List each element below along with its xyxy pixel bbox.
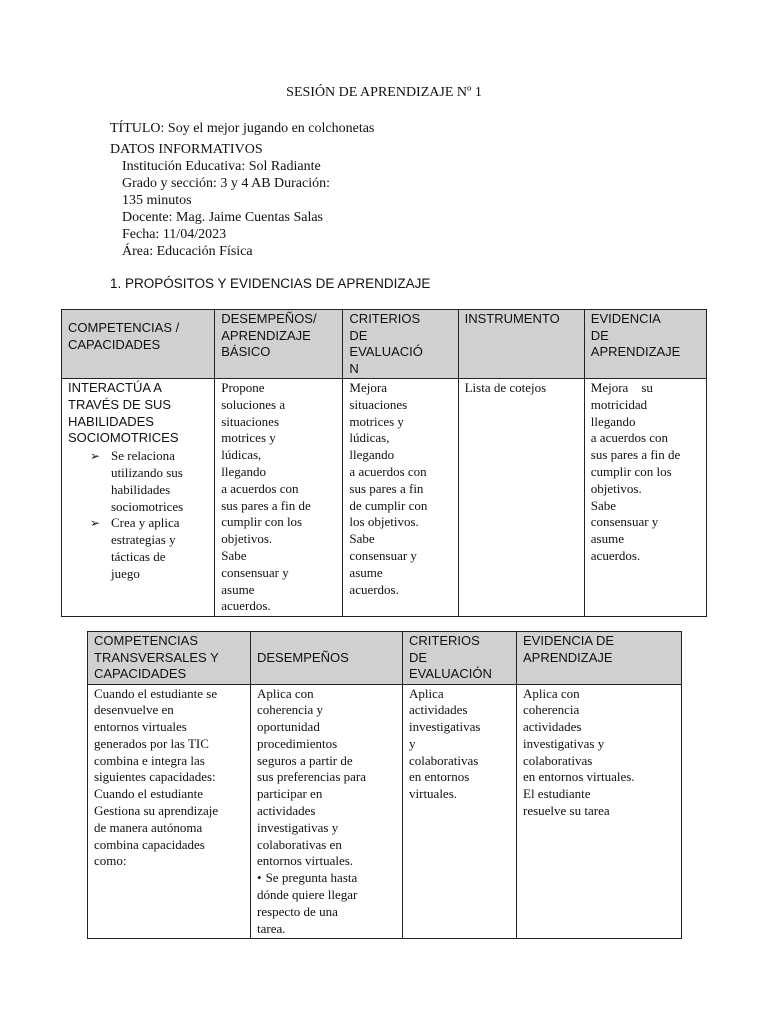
header-line: TRANSVERSALES Y: [94, 649, 219, 665]
desempeno-transversal-cell: [251, 684, 403, 939]
propositos-header-row: [62, 310, 707, 379]
header-competencias-text: COMPETENCIAS / CAPACIDADES: [68, 320, 180, 352]
cell-line: en entornos: [409, 769, 470, 785]
cell-line: cumplir con los: [221, 514, 303, 530]
cell-line: Aplica con: [257, 685, 314, 701]
cell-line: estrategias y: [111, 532, 176, 548]
institucion: Institución Educativa: Sol Radiante: [122, 159, 321, 174]
cell-line: cumplir con los: [590, 463, 672, 479]
transversales-header-row: [88, 632, 682, 685]
header-instrumento-text: INSTRUMENTO: [464, 311, 560, 326]
cell-line: colaborativas: [523, 752, 593, 768]
header-line: CRITERIOS: [409, 633, 480, 648]
cell-line: asume: [349, 564, 383, 580]
cell-line: sus pares a fin de: [590, 447, 681, 463]
cell-line: los objetivos.: [349, 514, 419, 530]
header-desempenos-2-text: DESEMPEÑOS: [257, 650, 349, 665]
header-line: DE: [590, 327, 609, 343]
criterio-text: [343, 379, 457, 599]
cell-line: situaciones: [349, 396, 408, 412]
cell-line: asume: [590, 531, 624, 547]
cell-line: Mejora: [349, 380, 387, 395]
cell-line: objetivos.: [590, 480, 642, 496]
instrumento-cell: [458, 379, 584, 617]
cell-line: virtuales.: [409, 786, 458, 802]
instrumento-text: Lista de cotejos: [464, 380, 547, 395]
evidencia-text: [585, 379, 706, 566]
cell-line: coherencia y: [257, 702, 324, 718]
header-line: EVALUACIÓ: [349, 344, 423, 359]
header-desempenos: [215, 310, 343, 379]
datos-heading: DATOS INFORMATIVOS: [110, 142, 263, 157]
cell-line: llegando: [221, 463, 266, 479]
header-desempenos-2: [251, 632, 403, 685]
header-criterios-text: [343, 310, 457, 378]
cell-line: colaborativas en: [257, 836, 342, 852]
duracion: 135 minutos: [122, 193, 192, 208]
cell-line: acuerdos.: [221, 598, 271, 614]
cell-line: juego: [111, 565, 140, 581]
competencias-transversales-table: [87, 631, 682, 939]
cell-line: Cuando el estudiante se: [94, 685, 218, 701]
cell-line: motrices y: [221, 430, 276, 446]
cell-line: Aplica con: [523, 685, 580, 701]
cell-line: habilidades: [111, 481, 171, 497]
cell-line: coherencia: [523, 702, 580, 718]
docente: Docente: Mag. Jaime Cuentas Salas: [122, 210, 324, 225]
header-evidencia-2: [517, 632, 682, 685]
cell-line: INTERACTÚA A: [68, 380, 162, 395]
propositos-table: [61, 309, 707, 617]
desempeno-transversal-text: [251, 685, 402, 939]
header-evidencia: [584, 310, 706, 379]
header-criterios: [343, 310, 458, 379]
cell-line: combina e integra las: [94, 752, 205, 768]
header-criterios-2: [403, 632, 517, 685]
capacidades-list: [62, 448, 214, 582]
header-line: DE: [349, 327, 368, 343]
cell-line: objetivos.: [221, 531, 273, 547]
cell-line: combina capacidades: [94, 836, 205, 852]
cell-line: Se relaciona: [111, 448, 175, 464]
cell-line: respecto de una: [257, 903, 338, 919]
list-item: [66, 515, 210, 582]
cell-line: Mejora su: [590, 380, 653, 395]
header-line: CRITERIOS: [349, 311, 421, 326]
session-title: SESIÓN DE APRENDIZAJE Nº 1: [286, 85, 482, 100]
arrow-bullet-icon: ➢: [90, 516, 101, 531]
cell-line: SOCIOMOTRICES: [68, 430, 179, 446]
cell-line: Propone: [221, 380, 265, 395]
header-line: DESEMPEÑOS/: [221, 311, 317, 326]
fecha: Fecha: 11/04/2023: [122, 227, 227, 242]
cell-line: resuelve su tarea: [523, 803, 610, 819]
header-competencias-transversales: [88, 632, 251, 685]
header-line: BÁSICO: [221, 344, 271, 359]
header-line: EVALUACIÓN: [409, 666, 492, 681]
cell-line: como:: [94, 853, 127, 869]
bullet-icon: •: [257, 870, 262, 886]
header-criterios-2-text: [403, 632, 516, 684]
cell-line: situaciones: [221, 413, 279, 429]
header-instrumento: [458, 310, 584, 379]
cell-line: participar en: [257, 786, 323, 802]
evidencia-cell: [584, 379, 706, 617]
header-line: EVIDENCIA DE: [523, 633, 615, 648]
cell-line: tácticas de: [111, 548, 166, 564]
cell-line: TRAVÉS DE SUS: [68, 396, 172, 412]
cell-line: llegando: [590, 413, 636, 429]
cell-line: de cumplir con: [349, 497, 428, 513]
header-line: APRENDIZAJE: [221, 327, 311, 343]
header-line: APRENDIZAJE: [590, 344, 681, 359]
cell-line: dónde quiere llegar: [257, 887, 358, 903]
cell-line: a acuerdos con: [221, 480, 299, 496]
cell-line: soluciones a: [221, 396, 286, 412]
cell-line: oportunidad: [257, 719, 320, 735]
evidencia-transversal-cell: [517, 684, 682, 939]
cell-line: Sabe: [349, 531, 375, 547]
table-row: [88, 684, 682, 939]
cell-line: Se pregunta hasta: [265, 870, 358, 886]
criterio-cell: [343, 379, 458, 617]
cell-line: procedimientos: [257, 735, 338, 751]
cell-line: consensuar y: [590, 514, 659, 530]
arrow-bullet-icon: ➢: [90, 449, 101, 464]
lesson-title: TÍTULO: Soy el mejor jugando en colchonetas: [110, 121, 375, 136]
cell-line: investigativas y: [257, 819, 339, 835]
cell-line: lúdicas,: [221, 447, 262, 463]
criterio-transversal-cell: [403, 684, 517, 939]
cell-line: desenvuelve en: [94, 702, 174, 718]
header-evidencia-text: [585, 310, 706, 362]
cell-line: acuerdos.: [349, 581, 399, 597]
grado-seccion: Grado y sección: 3 y 4 AB Duración:: [122, 176, 331, 191]
cell-line: sociomotrices: [111, 498, 184, 514]
cell-line: generados por las TIC: [94, 735, 209, 751]
competencia-transversal-cell: [88, 684, 251, 939]
section-1-heading: 1. PROPÓSITOS Y EVIDENCIAS DE APRENDIZAJE: [110, 276, 431, 291]
cell-line: motrices y: [349, 413, 404, 429]
competencia-cell: [62, 379, 215, 617]
header-competencias: [62, 310, 215, 379]
cell-line: tarea.: [257, 920, 286, 936]
cell-line: consensuar y: [221, 564, 289, 580]
competencia-transversal-text: [88, 685, 250, 872]
cell-line: sus preferencias para: [257, 769, 366, 785]
header-line: COMPETENCIAS: [94, 633, 199, 648]
cell-line: de manera autónoma: [94, 819, 203, 835]
header-line: EVIDENCIA: [590, 311, 661, 326]
cell-line: actividades: [409, 702, 468, 718]
cell-line: a acuerdos con: [349, 463, 427, 479]
cell-line: motricidad: [590, 396, 648, 412]
desempeno-text: [215, 379, 342, 616]
cell-line: Aplica: [409, 685, 444, 701]
cell-line: entornos virtuales: [94, 719, 187, 735]
cell-line: siguientes capacidades:: [94, 769, 216, 785]
cell-line: HABILIDADES: [68, 413, 154, 429]
cell-line: El estudiante: [523, 786, 591, 802]
cell-line: Sabe: [221, 547, 247, 563]
header-line: N: [349, 360, 359, 376]
cell-line: en entornos virtuales.: [523, 769, 635, 785]
table-row: [62, 379, 707, 617]
cell-line: Sabe: [590, 497, 617, 513]
cell-line: colaborativas: [409, 752, 479, 768]
cell-line: Cuando el estudiante: [94, 786, 204, 802]
cell-line: actividades: [257, 803, 316, 819]
header-line: APRENDIZAJE: [523, 649, 613, 665]
cell-line: sus pares a fin de: [221, 497, 311, 513]
header-line: CAPACIDADES: [94, 666, 187, 681]
list-item: [66, 448, 210, 515]
cell-line: Gestiona su aprendizaje: [94, 803, 219, 819]
cell-line: y: [409, 735, 416, 751]
cell-line: acuerdos.: [590, 547, 641, 563]
cell-line: consensuar y: [349, 547, 417, 563]
cell-line: Crea y aplica: [111, 515, 180, 531]
cell-line: a acuerdos con: [590, 430, 669, 446]
desempeno-cell: [215, 379, 343, 617]
cell-line: asume: [221, 581, 255, 597]
cell-line: seguros a partir de: [257, 752, 353, 768]
cell-line: entornos virtuales.: [257, 853, 354, 869]
header-competencias-transversales-text: [88, 632, 250, 684]
header-evidencia-2-text: [517, 632, 681, 667]
header-line: DE: [409, 649, 428, 665]
area: Área: Educación Física: [122, 244, 253, 259]
criterio-transversal-text: [403, 685, 516, 805]
header-desempenos-text: [215, 310, 342, 362]
evidencia-transversal-text: [517, 685, 681, 821]
cell-line: investigativas y: [523, 735, 605, 751]
competencia-text: [62, 379, 214, 448]
cell-line: sus pares a fin: [349, 480, 424, 496]
cell-line: investigativas: [409, 719, 481, 735]
cell-line: utilizando sus: [111, 464, 183, 480]
cell-line: lúdicas,: [349, 430, 390, 446]
list-item: [257, 870, 396, 887]
cell-line: actividades: [523, 719, 582, 735]
cell-line: llegando: [349, 447, 395, 463]
